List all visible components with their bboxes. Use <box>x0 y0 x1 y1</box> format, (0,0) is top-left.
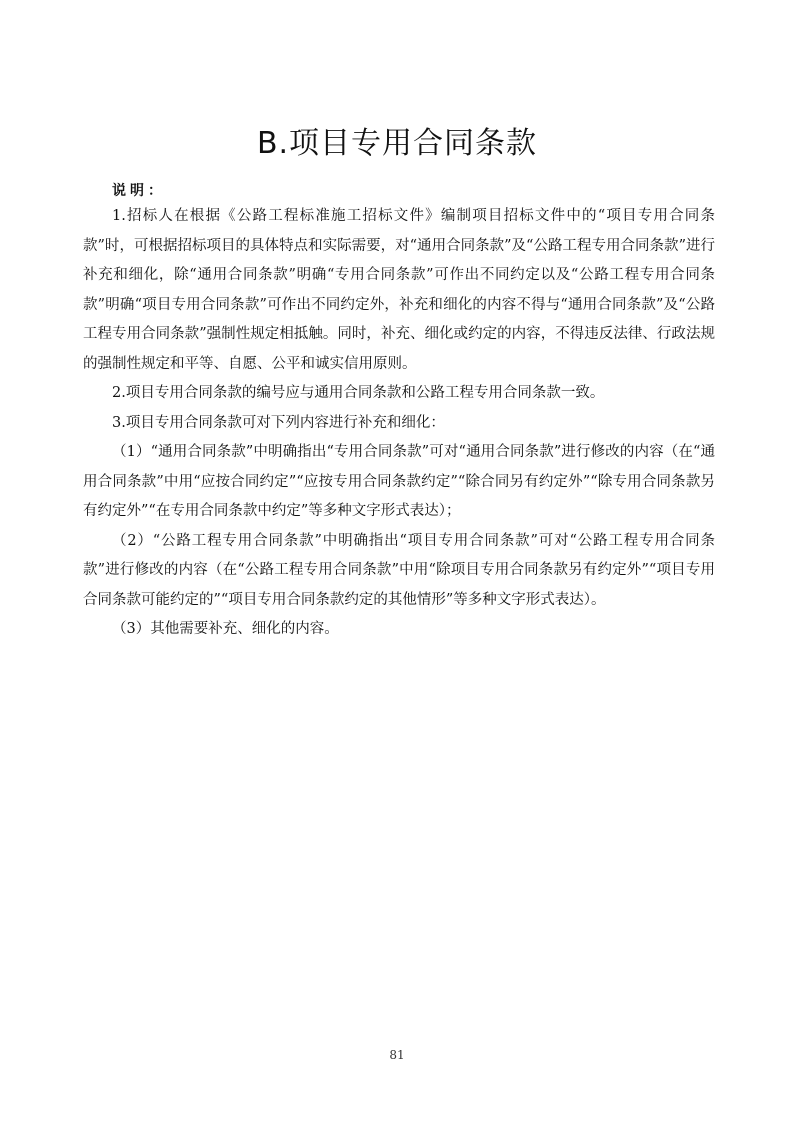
paragraph-3: 3.项目专用合同条款可对下列内容进行补充和细化： <box>112 414 445 431</box>
page-number: 81 <box>389 1048 405 1062</box>
explanation-label: 说明： <box>112 183 166 199</box>
document-body <box>83 180 715 645</box>
paragraph-2: 2.项目专用合同条款的编号应与通用合同条款和公路工程专用合同条款一致。 <box>112 385 605 401</box>
paragraph-3-item-1: （1）“通用合同条款”中明确指出“专用合同条款”可对“通用合同条款”进行修改的内容（在“通用合同条款”中用“应按合同约定”“应按专用合同条款约定”“除合同另有约定外”“除专用合同条款另有约定外”“在专用合同条款中约定”等多种文字形式表达）； <box>83 444 715 519</box>
paragraph-3-item-2: （2）“公路工程专用合同条款”中明确指出“项目专用合同条款”可对“公路工程专用合同条款”进行修改的内容（在“公路工程专用合同条款”中用“除项目专用合同条款另有约定外”“项目专用合同条款可能约定的”“项目专用合同条款约定的其他情形”等多种文字形式表达）。 <box>83 532 715 608</box>
page-title: B.项目专用合同条款 <box>256 126 538 161</box>
paragraph-1: 1.招标人在根据《公路工程标准施工招标文件》编制项目招标文件中的“项目专用合同条款”时，可根据招标项目的具体特点和实际需要，对“通用合同条款”及“公路工程专用合同条款”进行补充和细化，除“通用合同条款”明确“专用合同条款”可作出不同约定以及“公路工程专用合同条款”明确“项目专用合同条款”可作出不同约定外，补充和细化的内容不得与“通用合同条款”及“公路工程专用合同条款”强制性规定相抵触。同时，补充、细化或约定的内容，不得违反法律、行政法规的强制性规定和平等、自愿、公平和诚实信用原则。 <box>83 208 715 372</box>
paragraph-3-item-3: （3）其他需要补充、细化的内容。 <box>112 621 339 637</box>
